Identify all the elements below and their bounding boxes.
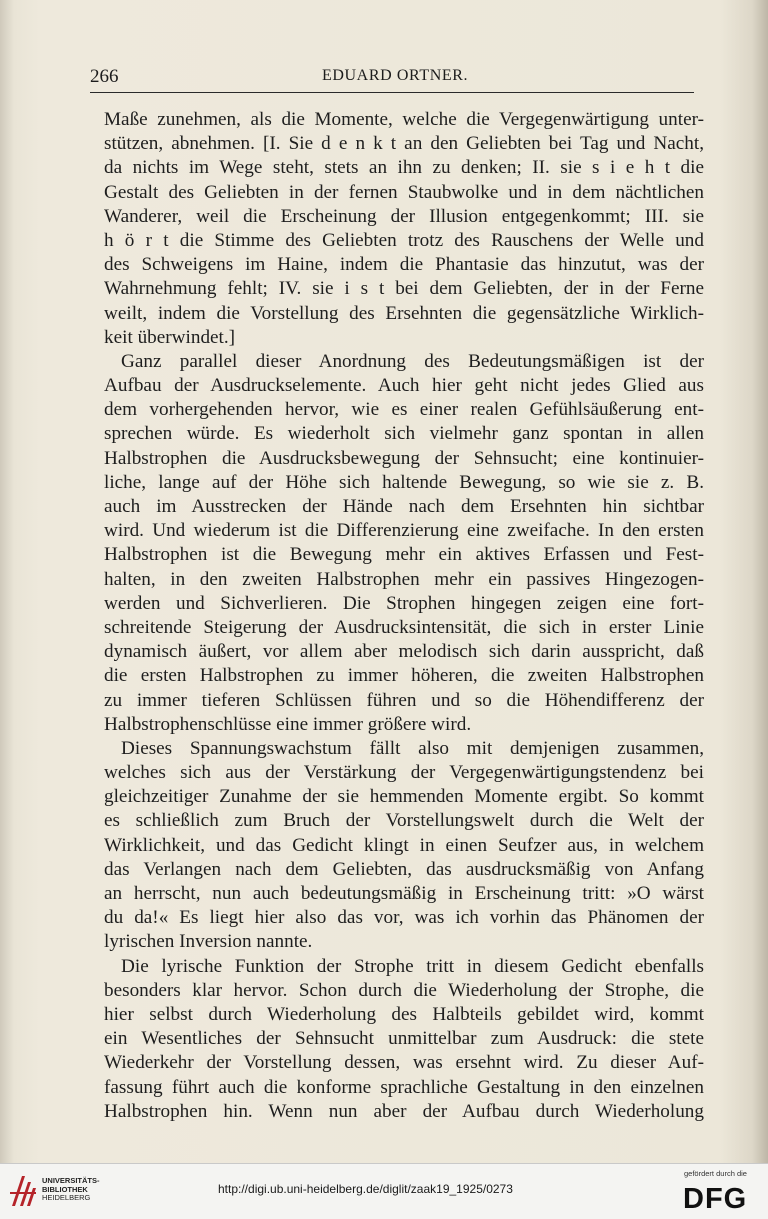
text-line: liche, lange auf der Höhe sich haltende Bewegung, so wie sie z. B. bbox=[104, 471, 704, 493]
text-line: Halbstrophenschlüsse eine immer größere wird. bbox=[104, 713, 472, 735]
text-line: an herrscht, nun auch bedeutungsmäßig in Erscheinung tritt: »O wärst bbox=[104, 883, 704, 904]
text-line: ein Wesentliches der Sehnsucht unmittelbar zum Ausdruck: die stete bbox=[104, 1028, 704, 1050]
text-line: Gestalt des Geliebten in der fernen Staubwolke und in dem nächtlichen bbox=[104, 181, 704, 203]
text-line: Ganz parallel dieser Anordnung des Bedeutungsmäßigen ist der bbox=[121, 350, 704, 372]
permalink-url[interactable]: http://digi.ub.uni-heidelberg.de/diglit/zaak19_1925/0273 bbox=[218, 1182, 513, 1196]
text-line: zu immer tieferen Schlüssen führen und so die Höhendifferenz der bbox=[104, 689, 704, 711]
running-head: EDUARD ORTNER. bbox=[322, 67, 469, 84]
text-line: besonders klar hervor. Schon durch die Wiederholung der Strophe, die bbox=[104, 979, 704, 1001]
text-line: stützen, abnehmen. [I. Sie d e n k t an den Geliebten bei Tag und Nacht, bbox=[104, 133, 704, 155]
text-line: lyrischen Inversion nannte. bbox=[104, 931, 313, 953]
library-name-line: UNIVERSITÄTS- bbox=[42, 1176, 100, 1185]
body-text bbox=[104, 108, 704, 1124]
text-line: Halbstrophen die Ausdrucksbewegung der Sehnsucht; eine kontinuier- bbox=[104, 447, 704, 469]
text-line: wird. Und wiederum ist die Differenzierung eine zweifache. In den ersten bbox=[104, 520, 704, 542]
text-line: h ö r t die Stimme des Geliebten trotz des Rauschens der Welle und bbox=[104, 229, 704, 251]
text-line: Wahrnehmung fehlt; IV. sie i s t bei dem Geliebten, der in der Ferne bbox=[104, 278, 704, 300]
text-line: die ersten Halbstrophen zu immer höheren, die zweiten Halbstrophen bbox=[104, 665, 704, 687]
text-line: Wirklichkeit, und das Gedicht klingt in einen Seufzer aus, in welchem bbox=[104, 834, 704, 856]
text-line: schreitende Steigerung der Ausdrucksintensität, die sich in erster Linie bbox=[104, 616, 704, 638]
text-line: keit überwindet.] bbox=[104, 326, 236, 348]
text-line: weilt, indem die Vorstellung des Ersehnten die gegensätzliche Wirklich- bbox=[104, 302, 704, 324]
text-line: auch im Ausstrecken der Hände nach dem Ersehnten hin sichtbar bbox=[104, 496, 704, 517]
text-line: Maße zunehmen, als die Momente, welche die Vergegenwärtigung unter- bbox=[104, 109, 704, 130]
library-name-line: BIBLIOTHEK bbox=[42, 1184, 88, 1194]
text-line: dem vorhergehenden hervor, wie es einer realen Gefühlsäußerung ent- bbox=[104, 399, 704, 421]
page-header bbox=[90, 66, 694, 93]
text-line: gleichzeitiger Zunahme der sie hemmenden Momente ergibt. So kommt bbox=[104, 786, 704, 808]
text-line: Halbstrophen hin. Wenn nun aber der Aufbau durch Wiederholung bbox=[104, 1100, 704, 1122]
text-line: Wiederkehr der Vorstellung dessen, was ersehnt wird. Zu dieser Auf- bbox=[104, 1052, 704, 1074]
text-line: fassung führt auch die konforme sprachliche Gestaltung in den einzelnen bbox=[104, 1076, 704, 1098]
text-line: Aufbau der Ausdruckselemente. Auch hier geht nicht jedes Glied aus bbox=[104, 375, 704, 397]
funding-caption: gefördert durch die bbox=[684, 1169, 747, 1178]
text-line: Wanderer, weil die Erscheinung der Illusion entgegenkommt; III. sie bbox=[104, 205, 704, 227]
university-library-logo[interactable] bbox=[8, 1172, 38, 1210]
text-line: werden und Sichverlieren. Die Strophen hingegen zeigen eine fort- bbox=[104, 592, 704, 614]
dfg-logo-text: DFG bbox=[683, 1183, 748, 1212]
text-line: du da!« Es liegt hier also das vor, was ich vorhin das Phänomen der bbox=[104, 907, 704, 929]
page-number: 266 bbox=[90, 66, 119, 87]
text-line: des Schweigens im Haine, indem die Phantasie das hinzutut, was der bbox=[104, 254, 704, 276]
text-line: Dieses Spannungswachstum fällt also mit demjenigen zusammen, bbox=[121, 737, 704, 759]
text-line: es schließlich zum Bruch der Vorstellungswelt durch die Welt der bbox=[104, 810, 704, 832]
text-line: Die lyrische Funktion der Strophe tritt in diesem Gedicht ebenfalls bbox=[121, 955, 704, 977]
text-line: sprechen würde. Es wiederholt sich vielmehr ganz spontan in allen bbox=[104, 423, 704, 445]
text-line: welches sich aus der Verstärkung der Vergegenwärtigungstendenz bei bbox=[104, 762, 704, 784]
text-line: Halbstrophen ist die Bewegung mehr ein aktives Erfassen und Fest- bbox=[104, 544, 704, 566]
library-name-line: HEIDELBERG bbox=[42, 1193, 91, 1202]
library-name[interactable] bbox=[42, 1177, 100, 1203]
text-line: das Verlangen nach dem Geliebten, das ausdrucksmäßig von Anfang bbox=[104, 858, 704, 880]
text-line: hier selbst durch Wiederholung des Halbteils gebildet wird, kommt bbox=[104, 1003, 704, 1025]
text-line: dynamisch äußert, vor allem aber melodisch sich darin ausspricht, daß bbox=[104, 641, 704, 663]
dfg-logo[interactable] bbox=[683, 1182, 759, 1212]
footer-bar bbox=[0, 1163, 768, 1219]
text-line: da nichts im Wege steht, stets an ihn zu denken; II. sie s i e h t die bbox=[104, 157, 704, 179]
text-line: halten, in den zweiten Halbstrophen mehr ein passives Hingezogen- bbox=[104, 568, 704, 590]
